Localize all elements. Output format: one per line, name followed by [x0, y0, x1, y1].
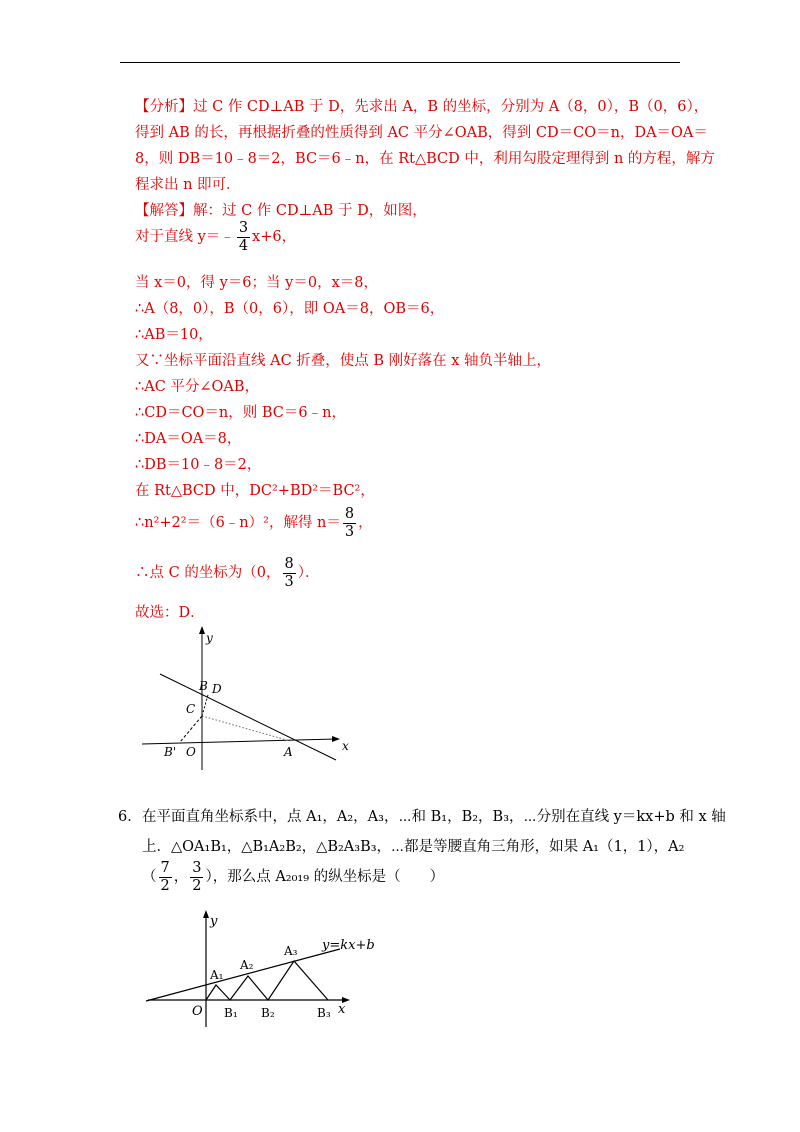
question-number: 6． — [118, 809, 142, 825]
fig2-b2-label: B₂ — [261, 1006, 275, 1020]
fig2-o-label: O — [192, 1004, 203, 1019]
answer-line-1: 【解答】解：过 C 作 CD⊥AB 于 D，如图， — [135, 203, 427, 219]
answer-line-4: ∴A（8，0），B（0，6），即 OA＝8，OB＝6， — [135, 301, 445, 317]
question-line-1: 在平面直角坐标系中，点 A₁，A₂，A₃，⋯和 B₁，B₂，B₃，⋯分别在直线 y＝kx+b 和 x 轴 — [142, 809, 726, 825]
fig2-x-label: x — [338, 1002, 346, 1017]
fig2-b3-label: B₃ — [317, 1006, 331, 1020]
y-axis-arrow — [203, 910, 209, 918]
analysis-line-2: 得到 AB 的长，再根据折叠的性质得到 AC 平分∠OAB，得到 CD＝CO＝n，DA＝OA＝ — [135, 125, 708, 141]
question-line-3: （ $\frac{7}{2}$ ， $\frac{3}{2}$ ），那么点 A₂₀₁₉ 的纵坐标是（ ） — [142, 860, 445, 894]
fig2-line-label: y=kx+b — [322, 938, 375, 953]
fig1-d-label: D — [212, 682, 222, 696]
answer-line-2: 对于直线 y＝﹣ $\frac{3}{4}$ x+6， — [135, 220, 297, 254]
fig1-a-label: A — [284, 745, 293, 759]
fraction-eight-thirds: $\frac{8}{3}$ — [344, 506, 355, 540]
fig2-b1-label: B₁ — [224, 1006, 238, 1020]
line-kx-b — [146, 949, 340, 1001]
analysis-tag: 【分析】 — [135, 99, 193, 115]
fig1-b-label: B — [199, 679, 208, 693]
question-line-2: 上．△OA₁B₁，△B₁A₂B₂，△B₂A₃B₃，⋯都是等腰直角三角形，如果 A₁（1，1），A₂ — [142, 839, 685, 855]
fig1-bprime-label: B' — [164, 745, 177, 759]
fig2-a1-label: A₁ — [210, 968, 224, 982]
y-axis-arrow — [199, 626, 205, 634]
segment-cb-prime — [180, 716, 202, 742]
answer-tag: 【解答】 — [135, 203, 193, 219]
x-axis — [142, 739, 336, 744]
header-rule — [120, 62, 680, 63]
fig2-a3-label: A₃ — [284, 944, 298, 958]
analysis-line-1: 【分析】过 C 作 CD⊥AB 于 D，先求出 A，B 的坐标，分别为 A（8，0），B（0，6）， — [135, 99, 709, 115]
fold-figure — [140, 622, 360, 772]
fig1-y-label: y — [206, 631, 213, 645]
fraction-seven-halves: $\frac{7}{2}$ — [160, 860, 170, 894]
answer-line-10: ∴DB＝10﹣8＝2， — [135, 457, 262, 473]
triangles-figure — [140, 905, 400, 1030]
answer-line-5: ∴AB＝10， — [135, 327, 213, 343]
fraction-eight-thirds-2: $\frac{8}{3}$ — [284, 556, 294, 590]
answer-line-14: 故选：D． — [135, 605, 205, 621]
answer-line-13: ∴点 C 的坐标为（0， $\frac{8}{3}$ ）． — [135, 556, 320, 590]
fraction-three-quarters: $\frac{3}{4}$ — [238, 220, 249, 254]
fig1-x-label: x — [342, 739, 349, 753]
answer-line-6: 又∵坐标平面沿直线 AC 折叠，使点 B 刚好落在 x 轴负半轴上， — [135, 353, 552, 369]
segment-cd — [202, 695, 208, 716]
fig2-y-label: y — [210, 914, 218, 929]
answer-line-9: ∴DA＝OA＝8， — [135, 431, 242, 447]
segment-ca — [202, 716, 290, 741]
fig1-o-label: O — [186, 745, 196, 759]
fraction-three-halves: $\frac{3}{2}$ — [192, 860, 202, 894]
answer-line-11: 在 Rt△BCD 中，DC²+BD²＝BC²， — [135, 483, 375, 499]
analysis-line-3: 8，则 DB＝10﹣8＝2，BC＝6﹣n，在 Rt△BCD 中，利用勾股定理得到 n 的方程，解方 — [135, 151, 715, 167]
answer-line-12: ∴n²+2²＝（6﹣n）²，解得 n＝ $\frac{8}{3}$ ， — [135, 506, 373, 540]
fig1-c-label: C — [186, 702, 196, 716]
fig2-a2-label: A₂ — [240, 958, 254, 972]
x-axis-arrow — [332, 736, 340, 742]
answer-line-7: ∴AC 平分∠OAB， — [135, 379, 260, 395]
answer-line-8: ∴CD＝CO＝n，则 BC＝6﹣n， — [135, 405, 346, 421]
answer-line-3: 当 x＝0，得 y＝6；当 y＝0，x＝8， — [135, 275, 378, 291]
analysis-line-4: 程求出 n 即可． — [135, 177, 241, 193]
